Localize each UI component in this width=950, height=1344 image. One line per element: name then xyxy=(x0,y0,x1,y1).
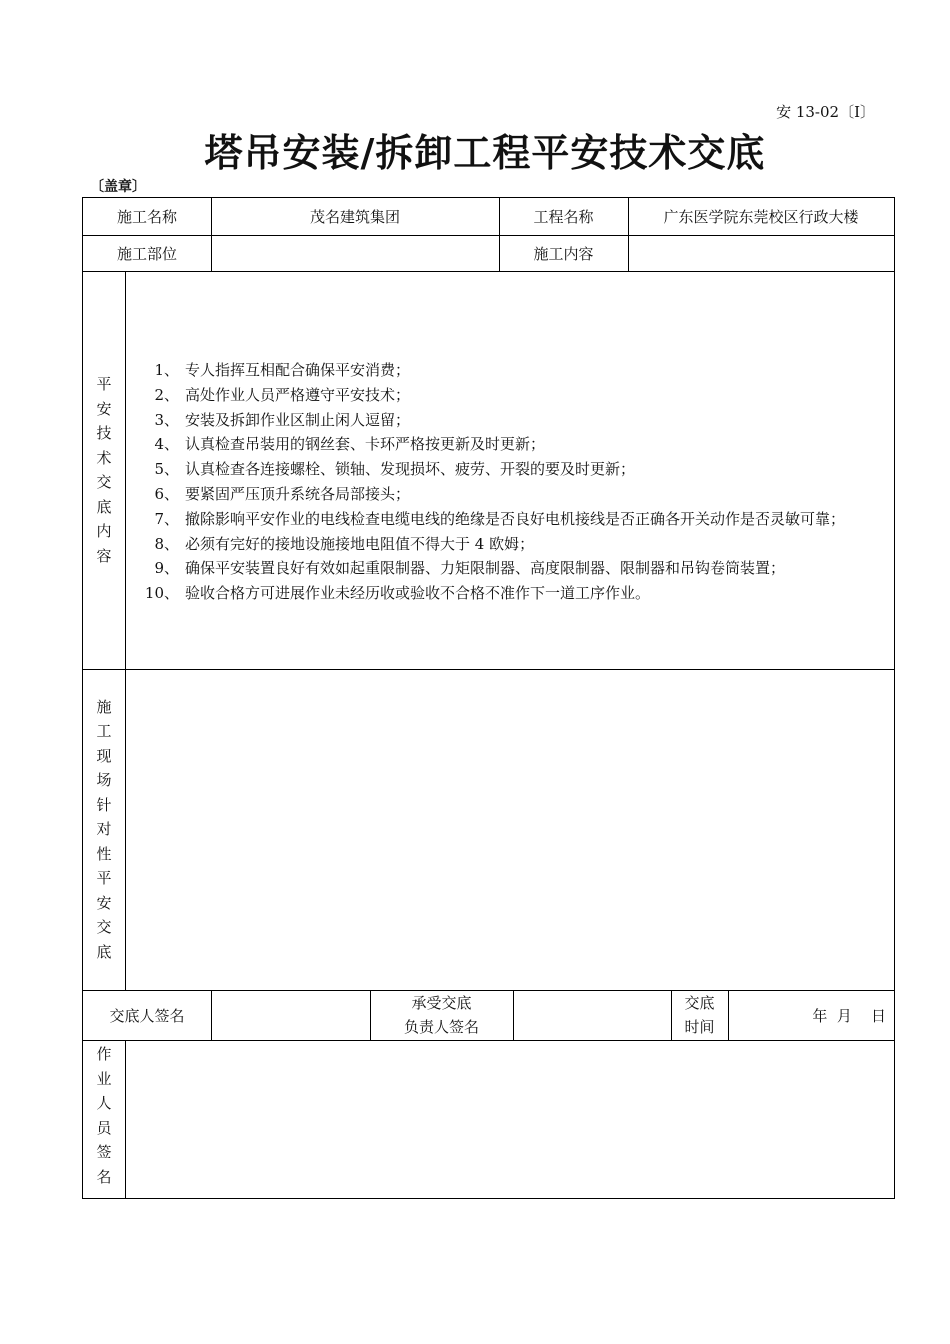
document-title: 塔吊安装/拆卸工程平安技术交底 xyxy=(204,130,766,175)
site-specific-briefing-label: 施 工 现 场 针 对 性 平 安 交 底 xyxy=(96,697,112,961)
list-item: 6、 要紧固严压顶升系统各局部接头； xyxy=(154,484,411,503)
briefer-signature-label: 交底人签名 xyxy=(109,1006,185,1025)
construction-name-label: 施工名称 xyxy=(116,208,177,226)
construction-name-value: 茂名建筑集团 xyxy=(309,208,400,226)
list-item: 8、 必须有完好的接地设施接地电阻值不得大于 4 欧姆； xyxy=(154,534,535,553)
list-item: 7、 撤除影响平安作业的电线检查电缆电线的绝缘是否良好电机接线是否正确各开关动作是否灵敏可靠； xyxy=(154,509,846,528)
briefing-time-label: 交底 时间 xyxy=(684,994,715,1036)
list-item: 3、 安装及拆卸作业区制止闲人逗留； xyxy=(154,410,411,429)
safety-content-label: 平 安 技 术 交 底 内 容 xyxy=(96,375,112,565)
workers-signature-label: 作 业 人 员 签 名 xyxy=(96,1045,112,1186)
list-item: 1、 专人指挥互相配合确保平安消费； xyxy=(154,361,411,379)
briefer-signature-field[interactable] xyxy=(211,990,370,1040)
briefing-form xyxy=(82,197,895,1199)
briefing-date-field[interactable]: 年 月 日 xyxy=(812,1006,886,1025)
receiver-signature-label: 承受交底 负责人签名 xyxy=(403,994,479,1036)
list-item: 9、 确保平安装置良好有效如起重限制器、力矩限制器、高度限制器、限制器和吊钩卷筒装置； xyxy=(154,559,786,578)
seal-label: 〔盖章〕 xyxy=(90,179,146,195)
construction-part-label: 施工部位 xyxy=(116,244,177,263)
receiver-signature-field[interactable] xyxy=(513,990,671,1040)
list-item: 4、 认真检查吊装用的钢丝套、卡环严格按更新及时更新； xyxy=(154,435,546,454)
list-item: 2、 高处作业人员严格遵守平安技术； xyxy=(154,385,411,404)
project-name-label: 工程名称 xyxy=(533,208,594,226)
project-name-value: 广东医学院东莞校区行政大楼 xyxy=(663,208,859,226)
document-code: 安 13-02〔I〕 xyxy=(776,103,875,121)
construction-content-label: 施工内容 xyxy=(533,244,594,263)
construction-content-value xyxy=(628,235,894,271)
site-specific-briefing-field[interactable] xyxy=(125,669,894,990)
list-item: 5、 认真检查各连接螺栓、锁轴、发现损坏、疲劳、开裂的要及时更新； xyxy=(154,460,636,479)
list-item: 10、 验收合格方可进展作业未经历收或验收不合格不准作下一道工序作业。 xyxy=(144,584,651,603)
workers-signature-field[interactable] xyxy=(125,1040,894,1198)
construction-part-value xyxy=(211,235,499,271)
safety-items-list xyxy=(139,358,889,606)
